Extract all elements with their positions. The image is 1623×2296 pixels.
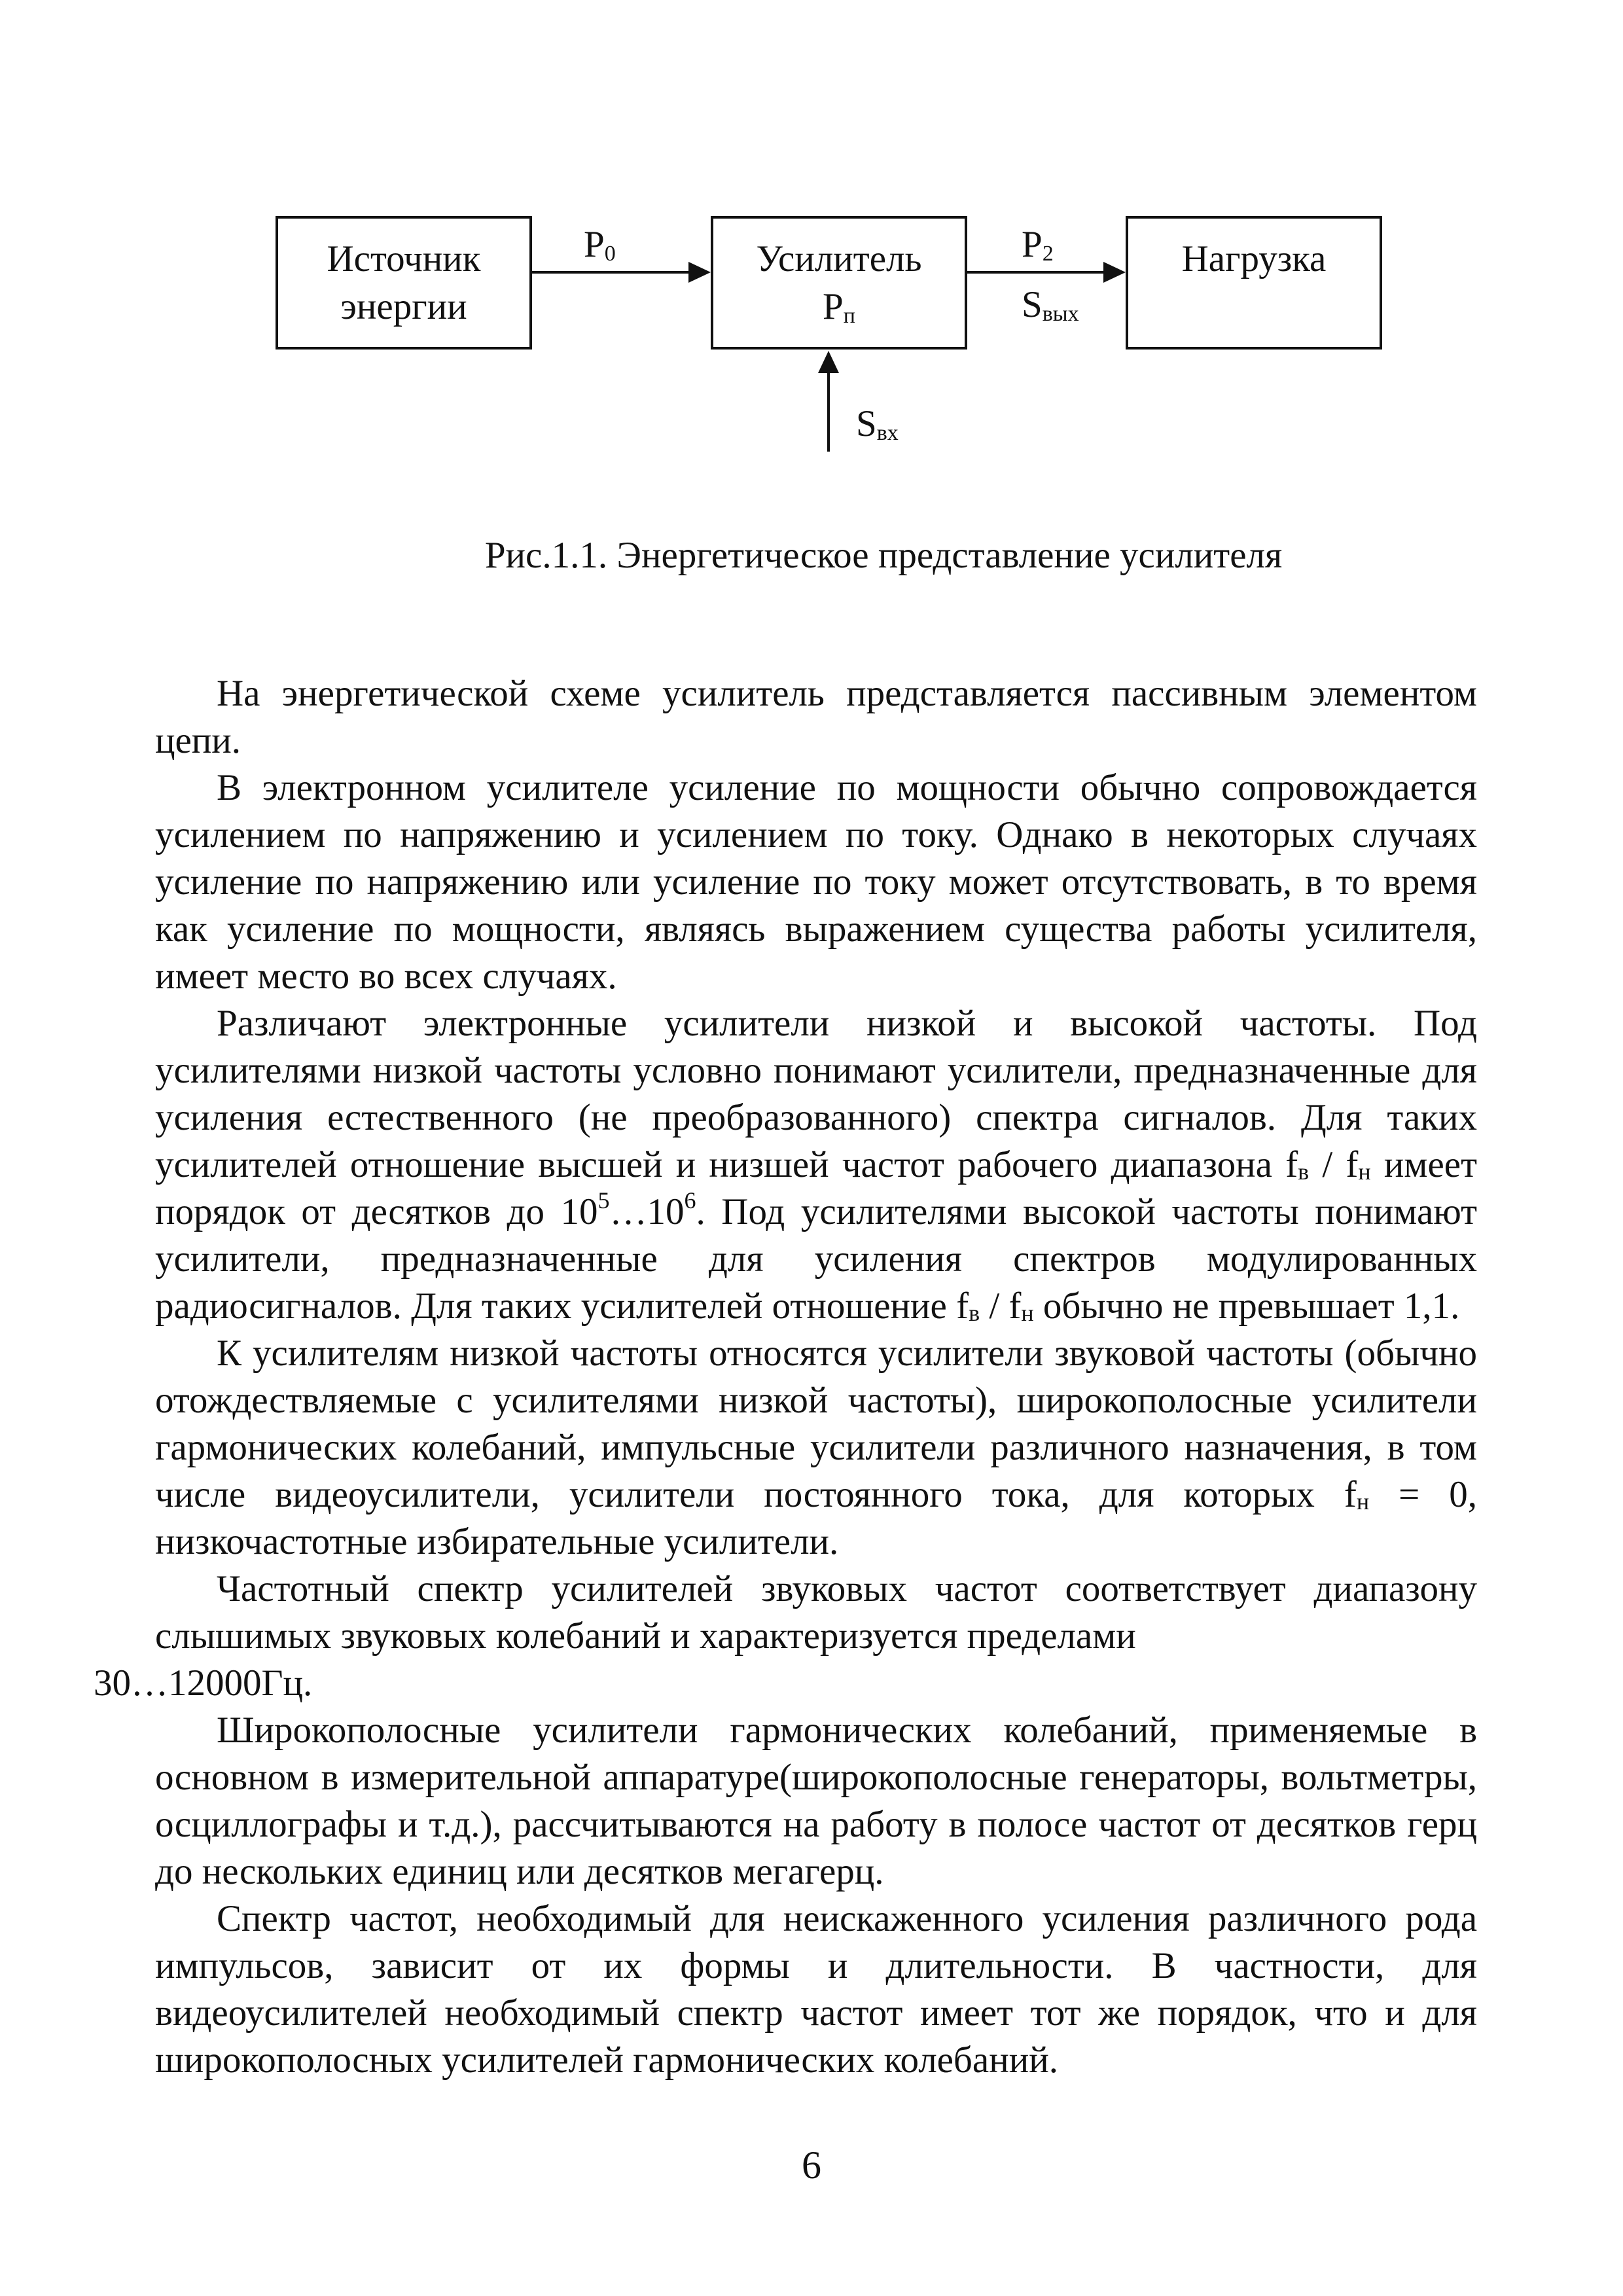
arrowhead-input-signal bbox=[818, 351, 839, 373]
paragraph-3: Различают электронные усилители низкой и высокой частоты. Под усилителями низкой частоты условно понимают усилители, предназначенные для усиления естественного (не преобразованного) спектра сигналов. Для таких усилителей отношение высшей и низшей частот рабочего диапазона $f_в / f_н$ имеет порядок от десятков до $10^5\dots 10^6$. Под усилителями высокой частоты понимают усилители, предназначенные для усиления спектров модулированных радиосигналов. Для таких усилителей отношение $f_в / f_н$ обычно не превышает 1,1. bbox=[155, 1003, 1477, 1327]
formula-fv-fn-2: $f_в / f_н$ bbox=[956, 1285, 1034, 1327]
paragraph-7: Спектр частот, необходимый для неискаженного усиления различного рода импульсов, зависит от их формы и длительности. В частности, для видеоусилителей необходимый спектр частот имеет тот же порядок, что и для широкополосных усилителей гармонических колебаний. bbox=[155, 1898, 1477, 2081]
formula-fn: $f_н$ bbox=[1344, 1474, 1370, 1515]
figure-caption: Рис.1.1. Энергетическое представление усилителя bbox=[484, 535, 1283, 576]
energy-source-line2: энергии bbox=[340, 286, 467, 327]
formula-fv-fn-1: $f_в / f_н$ bbox=[1285, 1144, 1371, 1185]
amplifier-power-symbol: $P_п$ bbox=[823, 286, 855, 328]
p2-label: $P_2$ bbox=[1022, 224, 1054, 266]
paragraph-4: К усилителям низкой частоты относятся усилители звуковой частоты (обычно отождествляемые с усилителями низкой частоты), широкополосные усилители гармонических колебаний, импульсные усилители различного назначения, в том числе видеоусилители, усилители постоянного тока, для которых $f_н = 0$, низкочастотные избирательные усилители. bbox=[155, 1333, 1477, 1562]
body-text bbox=[94, 670, 1477, 2084]
s-in-label: $S_{вх}$ bbox=[856, 403, 899, 445]
paragraph-1: На энергетической схеме усилитель представляется пассивным элементом цепи. bbox=[155, 673, 1477, 761]
load-label: Нагрузка bbox=[1181, 238, 1327, 279]
energy-diagram bbox=[0, 0, 1623, 471]
p0-label: $P_0$ bbox=[584, 224, 616, 266]
paragraph-2: В электронном усилителе усиление по мощности обычно сопровождается усилением по напряжению и усилением по току. Однако в некоторых случаях усиление по напряжению или усиление по току может отсутствовать, в то время как усиление по мощности, являясь выражением существа работы усилителя, имеет место во всех случаях. bbox=[155, 767, 1477, 997]
arrowhead-amplifier-to-load bbox=[1103, 262, 1126, 283]
page-number: 6 bbox=[802, 2144, 821, 2187]
s-out-label: $S_{вых}$ bbox=[1022, 284, 1079, 326]
amplifier-box bbox=[711, 216, 967, 350]
paragraph-6: Широкополосные усилители гармонических колебаний, применяемые в основном в измерительной аппаратуре(широкополосные генераторы, вольтметры, осциллографы и т.д.), рассчитываются на работу в полосе частот от десятков герц до нескольких единиц или десятков мегагерц. bbox=[155, 1710, 1477, 1892]
energy-source-line1: Источник bbox=[327, 238, 481, 279]
energy-source-box bbox=[276, 216, 532, 350]
arrowhead-source-to-amplifier bbox=[688, 262, 711, 283]
load-box bbox=[1126, 216, 1382, 350]
paragraph-5: Частотный спектр усилителей звуковых частот соответствует диапазону слышимых звуковых колебаний и характеризуется пределами 30…12000Гц. bbox=[94, 1568, 1477, 1704]
amplifier-label: Усилитель bbox=[756, 238, 922, 279]
